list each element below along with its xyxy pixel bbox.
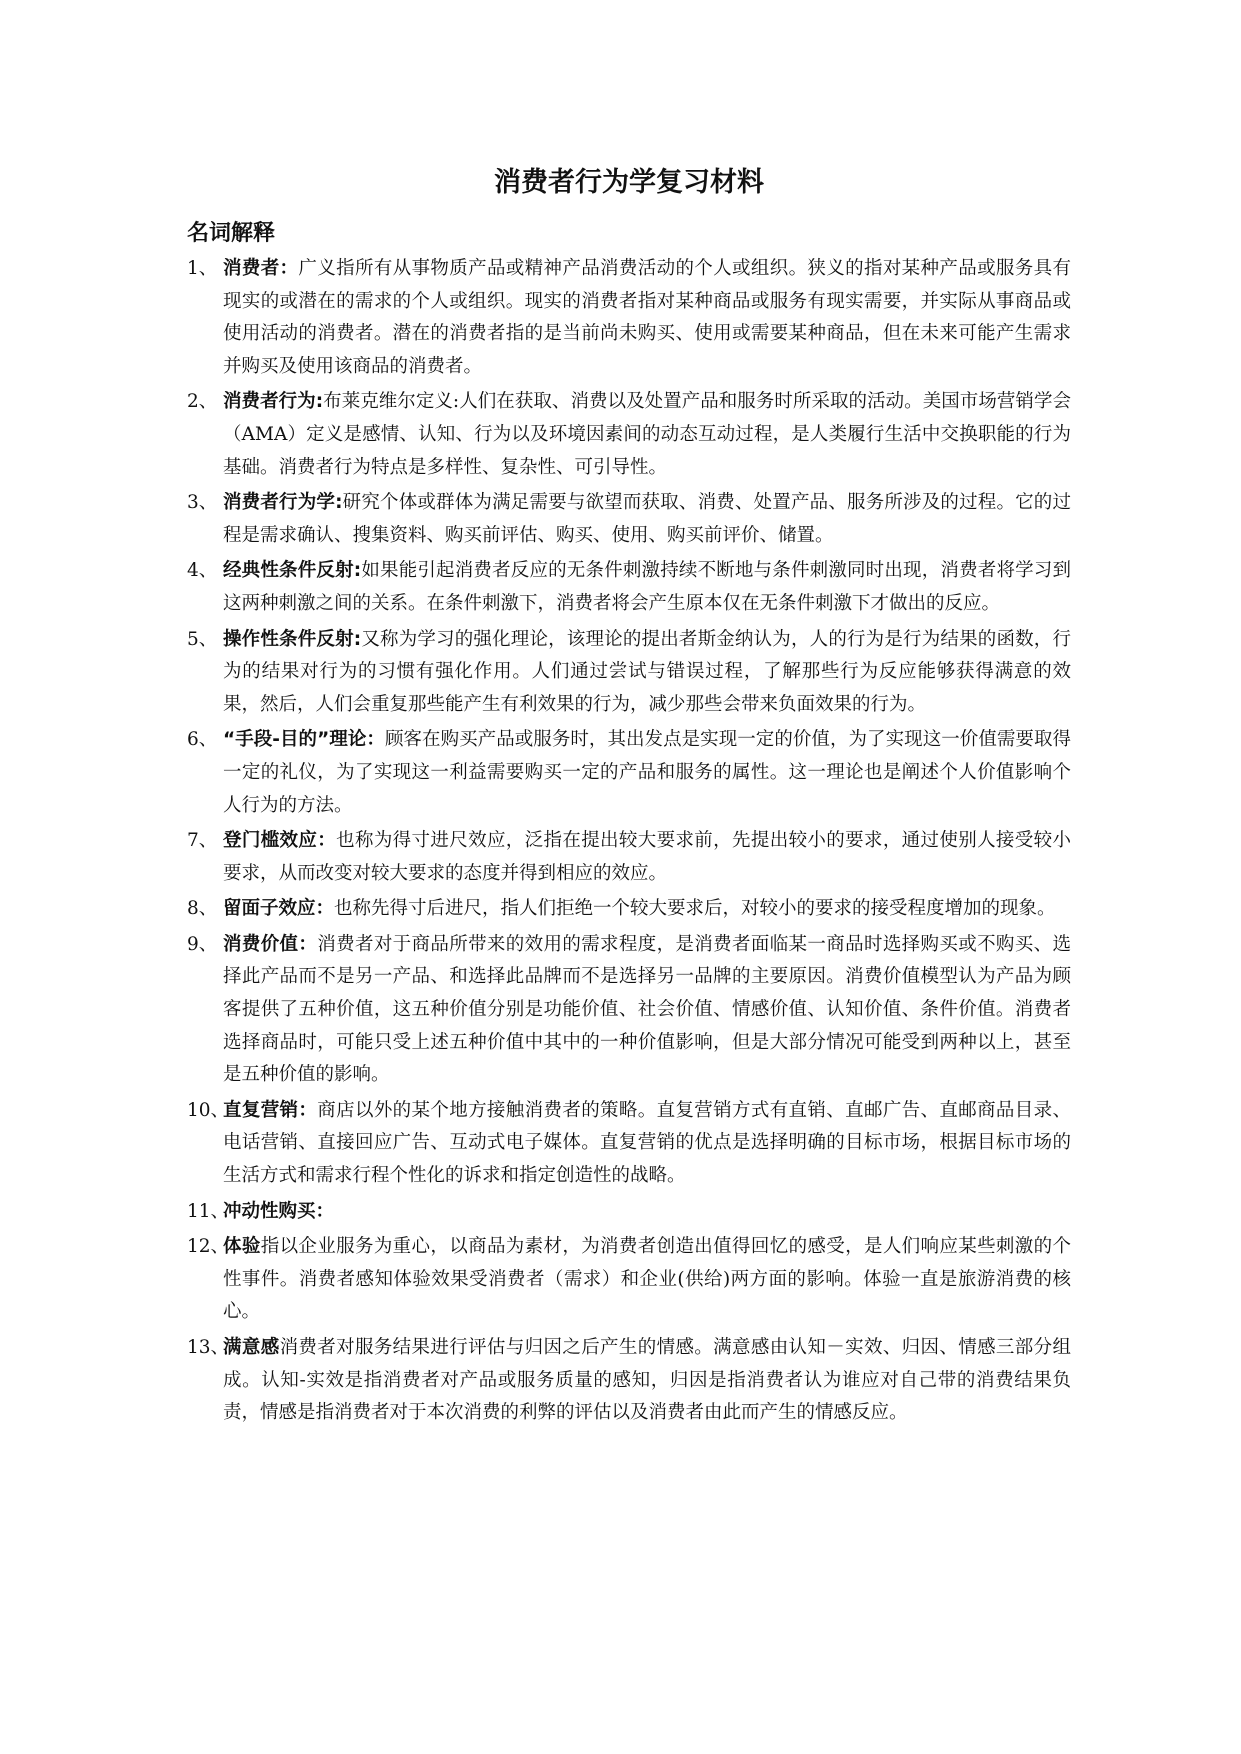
term-item (187, 386, 1071, 484)
term-name: 操作性条件反射: (223, 628, 362, 650)
term-name: 冲动性购买： (223, 1200, 335, 1222)
term-definition: 广义指所有从事物质产品或精神产品消费活动的个人或组织。狭义的指对某种产品或服务具有现实的或潜在的需求的个人或组织。现实的消费者指对某种商品或服务有现实需要，并实际从事商品或使用活动的消费者。潜在的消费者指的是当前尚未购买、使用或需要某种商品，但在未来可能产生需求并购买及使用该商品的消费者。 (223, 258, 1071, 377)
term-item (187, 724, 1071, 822)
term-number: 5、 (187, 628, 218, 650)
term-definition: 指以企业服务为重心，以商品为素材，为消费者创造出值得回忆的感受，是人们响应某些刺激的个性事件。消费者感知体验效果受消费者（需求）和企业(供给)两方面的影响。体验一直是旅游消费的核心。 (223, 1236, 1071, 1323)
term-number: 10、 (187, 1099, 230, 1121)
document-title: 消费者行为学复习材料 (494, 167, 764, 198)
section-heading: 名词解释 (187, 221, 276, 246)
term-number: 11、 (187, 1200, 230, 1222)
term-definition: 又称为学习的强化理论，该理论的提出者斯金纳认为，人的行为是行为结果的函数，行为的结果对行为的习惯有强化作用。人们通过尝试与错误过程，了解那些行为反应能够获得满意的效果，然后，人们会重复那些能产生有利效果的行为，减少那些会带来负面效果的行为。 (223, 628, 1071, 715)
term-item (187, 825, 1071, 890)
term-definition: 顾客在购买产品或服务时，其出发点是实现一定的价值，为了实现这一价值需要取得一定的礼仪，为了实现这一利益需要购买一定的产品和服务的属性。这一理论也是阐述个人价值影响个人行为的方法。 (223, 729, 1071, 816)
term-number: 4、 (187, 560, 218, 582)
term-definition: 消费者对于商品所带来的效用的需求程度，是消费者面临某一商品时选择购买或不购买、选择此产品而不是另一产品、和选择此品牌而不是选择另一品牌的主要原因。消费价值模型认为产品为顾客提供了五种价值，这五种价值分别是功能价值、社会价值、情感价值、认知价值、条件价值。消费者选择商品时，可能只受上述五种价值中其中的一种价值影响，但是大部分情况可能受到两种以上，甚至是五种价值的影响。 (223, 933, 1071, 1086)
term-item (187, 929, 1071, 1092)
term-item (187, 1196, 1071, 1229)
term-item (187, 1095, 1071, 1193)
term-definition: 如果能引起消费者反应的无条件刺激持续不断地与条件刺激同时出现，消费者将学习到这两种刺激之间的关系。在条件刺激下，消费者将会产生原本仅在无条件刺激下才做出的反应。 (223, 560, 1071, 614)
term-name: 留面子效应： (223, 898, 335, 920)
term-name: 消费者行为: (223, 391, 324, 413)
term-definition: 也称先得寸后进尺，指人们拒绝一个较大要求后，对较小的要求的接受程度增加的现象。 (334, 898, 1056, 920)
term-name: 登门槛效应： (223, 830, 337, 852)
term-number: 13、 (187, 1337, 230, 1358)
term-name: 消费价值： (223, 933, 318, 955)
term-number: 8、 (187, 898, 218, 920)
term-definition: 商店以外的某个地方接触消费者的策略。直复营销方式有直销、直邮广告、直邮商品目录、电话营销、直接回应广告、互动式电子媒体。直复营销的优点是选择明确的目标市场，根据目标市场的生活方式和需求行程个性化的诉求和指定创造性的战略。 (223, 1099, 1071, 1187)
term-name: 消费者： (223, 258, 299, 279)
term-number: 6、 (187, 729, 218, 751)
term-definition: 消费者对服务结果进行评估与归因之后产生的情感。满意感由认知－实效、归因、情感三部分组成。认知-实效是指消费者对产品或服务质量的感知，归因是指消费者认为谁应对自己带的消费结果负责，情感是指消费者对于本次消费的利弊的评估以及消费者由此而产生的情感反应。 (223, 1337, 1071, 1424)
term-number: 7、 (187, 830, 218, 852)
term-item (187, 487, 1071, 552)
term-number: 9、 (187, 933, 218, 955)
term-item (187, 1332, 1071, 1430)
term-name: 体验 (223, 1236, 261, 1258)
term-number: 12、 (187, 1236, 230, 1258)
term-definition: 布莱克维尔定义:人们在获取、消费以及处置产品和服务时所采取的活动。美国市场营销学会（AMA）定义是感情、认知、行为以及环境因素间的动态互动过程，是人类履行生活中交换职能的行为基础。消费者行为特点是多样性、复杂性、可引导性。 (223, 391, 1071, 478)
term-name: 满意感 (223, 1337, 280, 1358)
term-item (187, 893, 1071, 926)
term-item (187, 555, 1071, 620)
term-definition: 研究个体或群体为满足需要与欲望而获取、消费、处置产品、服务所涉及的过程。它的过程是需求确认、搜集资料、购买前评估、购买、使用、购买前评价、储置。 (223, 492, 1071, 546)
term-name: 消费者行为学: (223, 492, 343, 514)
term-item (187, 624, 1071, 722)
term-item (187, 1231, 1071, 1329)
term-name: 直复营销： (223, 1099, 318, 1121)
term-name: “手段-目的”理论： (223, 729, 385, 751)
term-name: 经典性条件反射: (223, 560, 362, 582)
term-item (187, 253, 1071, 383)
term-list (187, 253, 1071, 1430)
term-number: 1、 (187, 258, 218, 279)
term-definition: 也称为得寸进尺效应，泛指在提出较大要求前，先提出较小的要求，通过使别人接受较小要求，从而改变对较大要求的态度并得到相应的效应。 (223, 830, 1071, 884)
term-number: 2、 (187, 391, 218, 413)
term-number: 3、 (187, 492, 218, 514)
